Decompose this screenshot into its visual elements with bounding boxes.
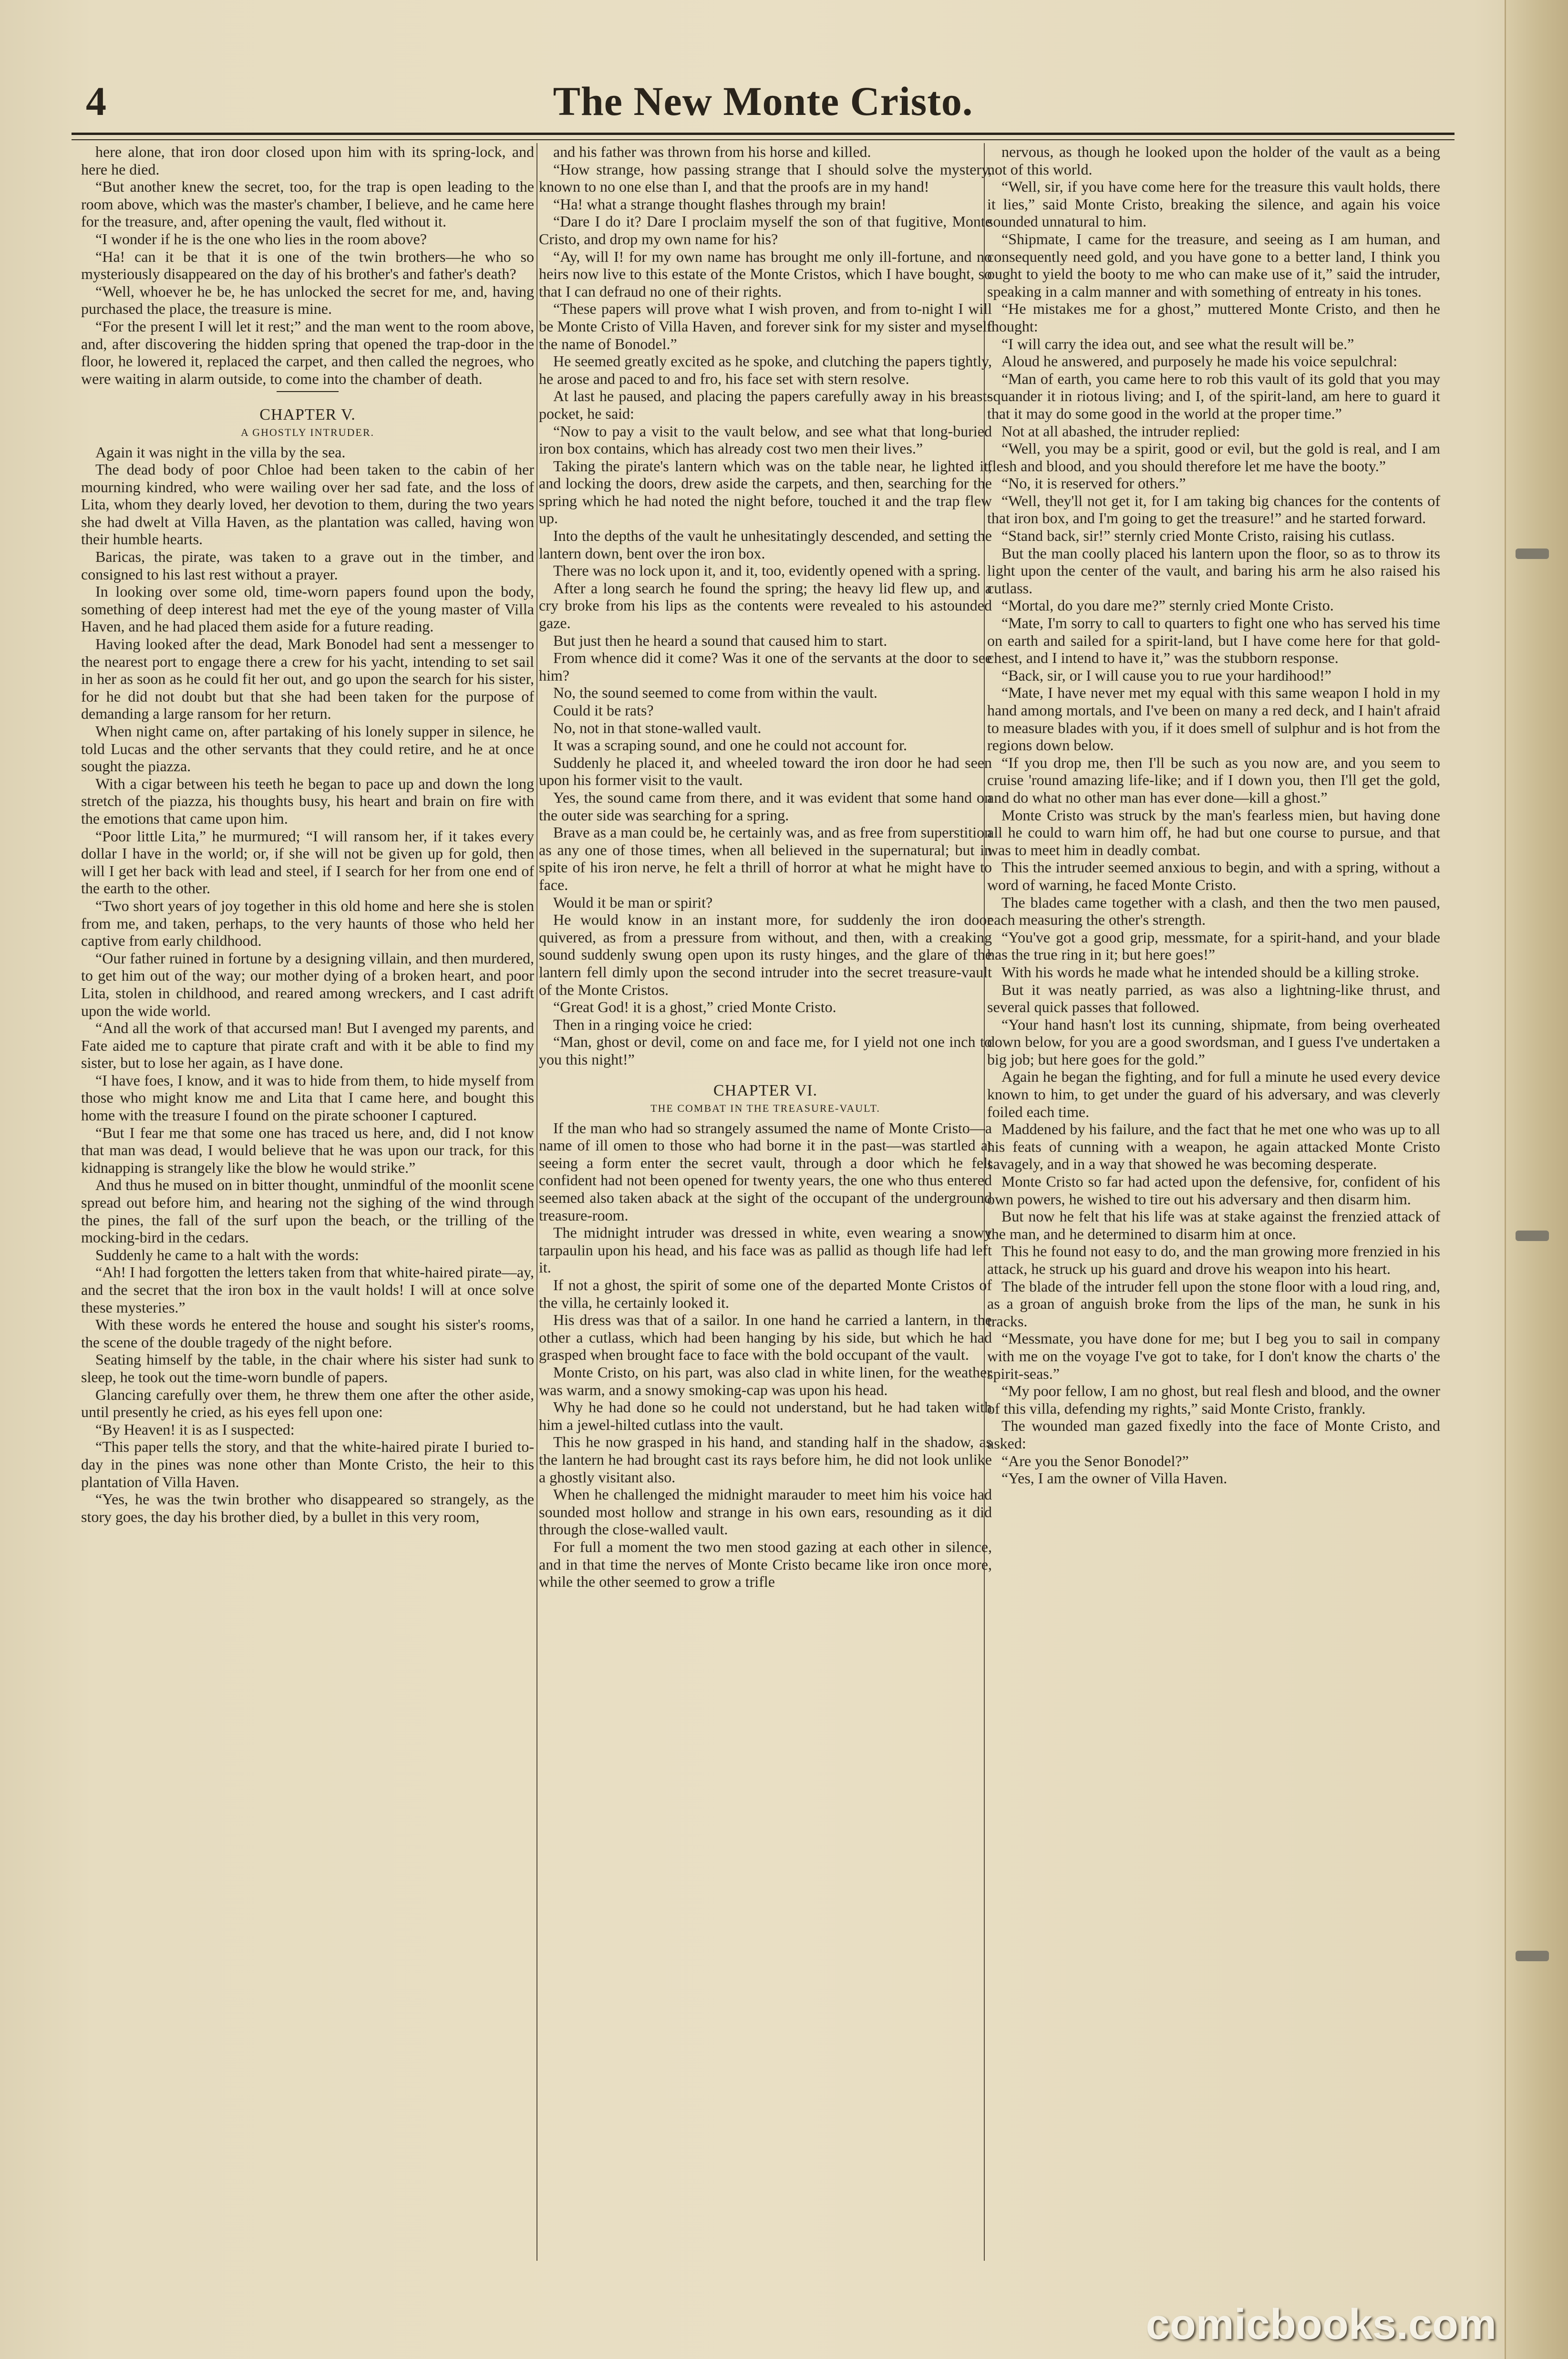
paragraph: At last he paused, and placing the papers carefully away in his breast-pocket, he said:	[539, 387, 992, 422]
paragraph: The midnight intruder was dressed in white, even wearing a snowy tarpaulin upon his head, and his face was as pallid as though life had left it.	[539, 1224, 992, 1276]
paragraph: “I wonder if he is the one who lies in the room above?	[95, 230, 427, 248]
chapter-heading: CHAPTER VI.	[713, 1082, 818, 1100]
paragraph: His dress was that of a sailor. In one hand he carried a lantern, in the other a cutlass, which had been hanging by his side, but which he had grasped when brought face to face with the bold occupant of the vault.	[539, 1311, 992, 1364]
paragraph: But now he felt that his life was at stake against the frenzied attack of the man, and he determined to disarm him at once.	[987, 1208, 1440, 1242]
paragraph: “Shipmate, I came for the treasure, and seeing as I am human, and consequently need gold, and you have gone to a better land, I think you ought to yield the booty to me who can make use of it,” said the intruder, speaking in a calm manner and with something of entreaty in his tones.	[987, 230, 1440, 300]
paragraph: “Two short years of joy together in this old home and here she is stolen from me, and taken, perhaps, to the very haunts of those who held her captive from early childhood.	[81, 897, 534, 950]
paragraph: “I have foes, I know, and it was to hide from them, to hide myself from those who might know me and Lita that I came here, and bought this home with the treasure I found on the pirate schooner I captured.	[81, 1071, 534, 1124]
paragraph: “Well, sir, if you have come here for the treasure this vault holds, there it lies,” said Monte Cristo, breaking the silence, and again his voice sounded unnatural to him.	[987, 178, 1440, 230]
paragraph: Maddened by his failure, and the fact that he met one who was up to all his feats of cunning with a weapon, he again attacked Monte Cristo savagely, and in a way that showed he was becoming desperate.	[987, 1120, 1440, 1173]
page-binding-edge	[1505, 0, 1568, 2359]
paragraph: “Mate, I'm sorry to call to quarters to fight one who has served his time on earth and sailed for a spirit-land, but I have come here for that gold-chest, and I intend to have it,” was the stubborn response.	[987, 614, 1440, 667]
paragraph: “By Heaven! it is as I suspected:	[95, 1420, 295, 1438]
paragraph: “This paper tells the story, and that the white-haired pirate I buried to-day in the pines was none other than Monte Cristo, the heir to this plantation of Villa Haven.	[81, 1438, 534, 1490]
paragraph: Taking the pirate's lantern which was on the table near, he lighted it, and locking the doors, drew aside the carpets, and then, searching for the spring which he had noted the night before, touched it and the trap flew up.	[539, 457, 992, 527]
staple-mark	[1516, 548, 1549, 559]
paragraph: “Well, whoever he be, he has unlocked the secret for me, and, having purchased the place, the treasure is mine.	[81, 282, 534, 318]
paragraph: But the man coolly placed his lantern upon the floor, so as to throw its light upon the center of the vault, and baring his arm he also raised his cutlass.	[987, 544, 1440, 597]
paragraph: “You've got a good grip, messmate, for a spirit-hand, and your blade has the true ring in it; but here goes!”	[987, 928, 1440, 963]
paragraph: “Stand back, sir!” sternly cried Monte Cristo, raising his cutlass.	[1001, 527, 1395, 545]
paragraph: “Mate, I have never met my equal with this same weapon I hold in my hand among mortals, and I've been on many a red deck, and I hain't afraid to measure blades with you, if it does smell of sulphur and is hot from the regions down below.	[987, 684, 1440, 754]
paragraph: “He mistakes me for a ghost,” muttered Monte Cristo, and then he thought:	[987, 300, 1440, 335]
paragraph: “Poor little Lita,” he murmured; “I will ransom her, if it takes every dollar I have in the world; or, if she will not be given up for gold, then will I get her back with lead and steel, if I search for her from one end of the earth to the other.	[81, 827, 534, 897]
paragraph: With his words he made what he intended should be a killing stroke.	[1001, 963, 1419, 981]
page-number: 4	[86, 78, 106, 124]
paragraph: Brave as a man could be, he certainly was, and as free from superstition as any one of those times, when all believed in the supernatural; but in spite of his iron nerve, he felt a thrill of horror at what he might have to face.	[539, 824, 992, 893]
paragraph: Glancing carefully over them, he threw them one after the other aside, until presently he cried, as his eyes fell upon one:	[81, 1386, 534, 1421]
paragraph: There was no lock upon it, and it, too, evidently opened with a spring.	[553, 562, 981, 579]
paragraph: “Yes, he was the twin brother who disappeared so strangely, as the story goes, the day his brother died, by a bullet in this very room,	[81, 1490, 534, 1525]
running-title: The New Monte Cristo.	[553, 78, 973, 124]
paragraph: But just then he heard a sound that caused him to start.	[553, 631, 887, 649]
paragraph: This he found not easy to do, and the man growing more frenzied in his attack, he struck up his guard and drove his weapon into his heart.	[987, 1242, 1440, 1277]
paragraph: Monte Cristo, on his part, was also clad in white linen, for the weather was warm, and a snowy smoking-cap was upon his head.	[539, 1363, 992, 1398]
watermark: comicbooks.com	[1145, 2301, 1496, 2349]
paragraph: Then in a ringing voice he cried:	[553, 1015, 753, 1033]
paragraph: The wounded man gazed fixedly into the face of Monte Cristo, and asked:	[987, 1417, 1440, 1452]
paragraph: Yes, the sound came from there, and it was evident that some hand on the outer side was searching for a spring.	[539, 788, 992, 824]
paragraph: Monte Cristo so far had acted upon the defensive, for, confident of his own powers, he wished to tire out his adversary and then disarm him.	[987, 1173, 1440, 1208]
paragraph: “Are you the Senor Bonodel?”	[1001, 1452, 1189, 1469]
paragraph: For full a moment the two men stood gazing at each other in silence, and in that time the nerves of Monte Cristo became like iron once more, while the other seemed to grow a trifle	[539, 1538, 992, 1591]
column-divider	[536, 143, 537, 2261]
paragraph: When he challenged the midnight marauder to meet him his voice had sounded most hollow and strange in his own ears, resounding as it did through the close-walled vault.	[539, 1486, 992, 1538]
paragraph: Could it be rats?	[553, 702, 654, 719]
paragraph: “Ha! can it be that it is one of the twin brothers—he who so mysteriously disappeared on the day of his brother's and father's death?	[81, 248, 534, 283]
paragraph: If not a ghost, the spirit of some one of the departed Monte Cristos of the villa, he certainly looked it.	[539, 1276, 992, 1311]
paragraph: “Man of earth, you came here to rob this vault of its gold that you may squander it in riotous living; and I, of the spirit-land, am here to guard it that it may do some good in the world at the proper time.”	[987, 370, 1440, 422]
paragraph: Having looked after the dead, Mark Bonodel had sent a messenger to the nearest port to engage there a crew for his yacht, intending to set sail in her as soon as he could fit her out, and go upon the search for his sister, for he did not doubt but that she had been taken for the purpose of demanding a large ransom for her return.	[81, 635, 534, 723]
staple-mark	[1516, 1951, 1549, 1961]
paragraph: With these words he entered the house and sought his sister's rooms, the scene of the double tragedy of the night before.	[81, 1316, 534, 1351]
paragraph: He would know in an instant more, for suddenly the iron door quivered, as from a pressure from without, and then, with a creaking sound suddenly swung open upon its rusty hinges, and the glare of the lantern fell dimly upon the second intruder into the secret treasure-vault of the Monte Cristos.	[539, 911, 992, 998]
paragraph: here alone, that iron door closed upon him with its spring-lock, and here he died.	[81, 143, 534, 178]
text-column-3	[987, 143, 1440, 2261]
paragraph: No, not in that stone-walled vault.	[553, 719, 762, 736]
paragraph: The blades came together with a clash, and then the two men paused, each measuring the other's strength.	[987, 893, 1440, 929]
paragraph: Baricas, the pirate, was taken to a grave out in the timber, and consigned to his last rest without a prayer.	[81, 548, 534, 583]
paragraph: After a long search he found the spring; the heavy lid flew up, and a cry broke from his lips as the contents were revealed to his astounded gaze.	[539, 579, 992, 632]
paragraph: With a cigar between his teeth he began to pace up and down the long stretch of the piazza, his thoughts busy, his heart and brain on fire with the emotions that came upon him.	[81, 775, 534, 827]
paragraph: Would it be man or spirit?	[553, 893, 713, 911]
paragraph: This the intruder seemed anxious to begin, and with a spring, without a word of warning, he faced Monte Cristo.	[987, 859, 1440, 893]
paragraph: Monte Cristo was struck by the man's fearless mien, but having done all he could to warn him off, he had but one course to pursue, and that was to meet him in deadly combat.	[987, 806, 1440, 859]
paragraph: If the man who had so strangely assumed the name of Monte Cristo—a name of ill omen to those who had borne it in the past—was startled at seeing a form enter the secret vault, through a door which he felt confident had not been opened for twenty years, the one who thus entered seemed also taken aback at the sight of the occupant of the underground treasure-room.	[539, 1119, 992, 1224]
text-column-2	[539, 143, 992, 2261]
paragraph: “Dare I do it? Dare I proclaim myself the son of that fugitive, Monte Cristo, and drop my own name for his?	[539, 213, 992, 248]
paragraph: “Ah! I had forgotten the letters taken from that white-haired pirate—ay, and the secret that the iron box in the vault holds! I will at once solve these mysteries.”	[81, 1263, 534, 1316]
paragraph: “But I fear me that some one has traced us here, and, did I not know that man was dead, I would believe that he was upon our track, for this kidnapping is strangely like the blow he would strike.”	[81, 1124, 534, 1176]
paragraph: “Messmate, you have done for me; but I beg you to sail in company with me on the voyage I've got to take, for I don't know the charts o' the spirit-seas.”	[987, 1330, 1440, 1382]
paragraph: “Our father ruined in fortune by a designing villain, and then murdered, to get him out of the way; our mother dying of a broken heart, and poor Lita, stolen in childhood, and reared among wreckers, and I cast adrift upon the wide world.	[81, 949, 534, 1019]
paragraph: And thus he mused on in bitter thought, unmindful of the moonlit scene spread out before him, and hearing not the sighing of the wind through the pines, the fall of the surf upon the beach, or the trilling of the mocking-bird in the cedars.	[81, 1176, 534, 1246]
paragraph: “Ay, will I! for my own name has brought me only ill-fortune, and no heirs now live to this estate of the Monte Cristos, which I have bought, so that I can defraud no one of their rights.	[539, 248, 992, 300]
paragraph: No, the sound seemed to come from within the vault.	[553, 684, 877, 702]
paragraph: “My poor fellow, I am no ghost, but real flesh and blood, and the owner of this villa, defending my rights,” said Monte Cristo, frankly.	[987, 1382, 1440, 1417]
paragraph: In looking over some old, time-worn papers found upon the body, something of deep interest had met the eye of the young master of Villa Haven, and he had placed them aside for a future reading.	[81, 583, 534, 635]
paragraph: From whence did it come? Was it one of the servants at the door to see him?	[539, 649, 992, 684]
paragraph: Suddenly he came to a halt with the words:	[95, 1246, 359, 1263]
paragraph: and his father was thrown from his horse and killed.	[553, 143, 871, 160]
paragraph: The dead body of poor Chloe had been taken to the cabin of her mourning kindred, who were wailing over her sad fate, and the loss of Lita, whom they dearly loved, her devotion to them, during the two years she had dwelt at Villa Haven, as the plantation was called, having won their humble hearts.	[81, 461, 534, 548]
paragraph: “Well, you may be a spirit, good or evil, but the gold is real, and I am flesh and blood, and you should therefore let me have the booty.”	[987, 440, 1440, 475]
paragraph: Seating himself by the table, in the chair where his sister had sunk to sleep, he took out the time-worn bundle of papers.	[81, 1351, 534, 1386]
paragraph: But it was neatly parried, as was also a lightning-like thrust, and several quick passes that followed.	[987, 981, 1440, 1016]
paragraph: “If you drop me, then I'll be such as you now are, and you seem to cruise 'round amazing life-like; and if I down you, then I'll get the gold, and do what no other man has ever done—kill a ghost.”	[987, 754, 1440, 806]
chapter-subtitle: A GHOSTLY INTRUDER.	[240, 426, 375, 438]
paragraph: “Back, sir, or I will cause you to rue your hardihood!”	[1001, 666, 1331, 684]
paragraph: “Yes, I am the owner of Villa Haven.	[1001, 1469, 1228, 1487]
paragraph: He seemed greatly excited as he spoke, and clutching the papers tightly, he arose and paced to and fro, his face set with stern resolve.	[539, 352, 992, 387]
chapter-heading: CHAPTER V.	[259, 406, 356, 424]
paragraph: Suddenly he placed it, and wheeled toward the iron door he had seen upon his former visit to the vault.	[539, 754, 992, 789]
paragraph: “How strange, how passing strange that I should solve the mystery, known to no one else than I, and that the proofs are in my hand!	[539, 160, 992, 196]
paragraph: Aloud he answered, and purposely he made his voice sepulchral:	[1001, 352, 1397, 370]
paragraph: Again it was night in the villa by the sea.	[95, 443, 346, 461]
paragraph: Not at all abashed, the intruder replied:	[1001, 422, 1240, 440]
paragraph: “Ha! what a strange thought flashes through my brain!	[553, 195, 887, 213]
header-rule	[72, 133, 1455, 135]
paragraph: “Great God! it is a ghost,” cried Monte Cristo.	[553, 998, 836, 1016]
paragraph: The blade of the intruder fell upon the stone floor with a loud ring, and, as a groan of anguish broke from the lips of the man, he sunk in his tracks.	[987, 1277, 1440, 1330]
paragraph: Again he began the fighting, and for full a minute he used every device known to him, to get under the guard of his adversary, and was cleverly foiled each time.	[987, 1068, 1440, 1120]
page-header	[72, 72, 1455, 129]
paragraph: When night came on, after partaking of his lonely supper in silence, he told Lucas and the other servants that they could retire, and he at once sought the piazza.	[81, 723, 534, 775]
header-rule-thin	[72, 139, 1455, 140]
paragraph: “For the present I will let it rest;” and the man went to the room above, and, after discovering the hidden spring that opened the trap-door in the floor, he lowered it, replaced the carpet, and then called the negroes, who were waiting in alarm outside, to come into the chamber of death.	[81, 317, 534, 387]
paragraph: It was a scraping sound, and one he could not account for.	[553, 736, 908, 754]
paragraph: “Man, ghost or devil, come on and face me, for I yield not one inch to you this night!”	[539, 1033, 992, 1068]
paragraph: “Your hand hasn't lost its cunning, shipmate, from being overheated down below, for you are a good swordsman, and I guess I've undertaken a big job; but here goes for the gold.”	[987, 1015, 1440, 1068]
paragraph: This he now grasped in his hand, and standing half in the shadow, as the lantern he had brought cast its rays before him, he did not look unlike a ghostly visitant also.	[539, 1433, 992, 1486]
staple-mark	[1516, 1231, 1549, 1241]
paragraph: “Now to pay a visit to the vault below, and see what that long-buried iron box contains, which has already cost two men their lives.”	[539, 422, 992, 457]
paragraph: “I will carry the idea out, and see what the result will be.”	[1001, 335, 1354, 352]
paragraph: “And all the work of that accursed man! But I avenged my parents, and Fate aided me to capture that pirate craft and with it be able to find my sister, but to lose her again, as I have done.	[81, 1019, 534, 1072]
paragraph: Why he had done so he could not understand, but he had taken with him a jewel-hilted cutlass into the vault.	[539, 1398, 992, 1433]
text-column-1	[81, 143, 534, 2261]
chapter-subtitle: THE COMBAT IN THE TREASURE-VAULT.	[650, 1102, 880, 1115]
paragraph: “No, it is reserved for others.”	[1001, 475, 1186, 492]
paragraph: Into the depths of the vault he unhesitatingly descended, and setting the lantern down, bent over the iron box.	[539, 527, 992, 562]
paragraph: “Mortal, do you dare me?” sternly cried Monte Cristo.	[1001, 597, 1334, 614]
paragraph: “These papers will prove what I wish proven, and from to-night I will be Monte Cristo of Villa Haven, and forever sink for my sister and myself the name of Bonodel.”	[539, 300, 992, 352]
paragraph: “Well, they'll not get it, for I am taking big chances for the contents of that iron box, and I'm going to get the treasure!” and he started forward.	[987, 492, 1440, 527]
section-end-rule	[277, 391, 339, 392]
paragraph: “But another knew the secret, too, for the trap is open leading to the room above, which was the master's chamber, I believe, and he came here for the treasure, and, after opening the vault, fled without it.	[81, 178, 534, 230]
paragraph: nervous, as though he looked upon the holder of the vault as a being not of this world.	[987, 143, 1440, 178]
